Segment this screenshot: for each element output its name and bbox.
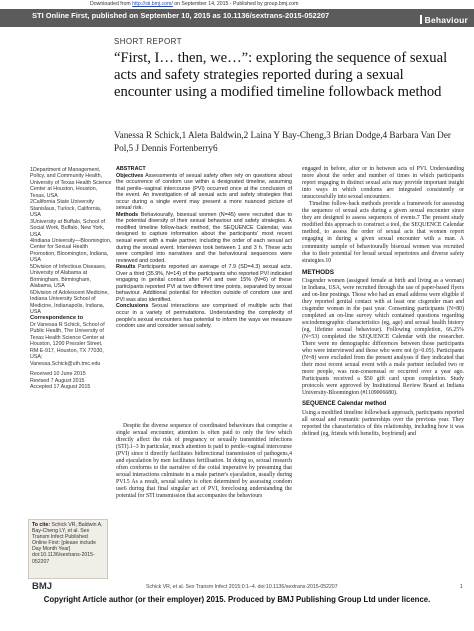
online-first-notice: STI Online First, published on September 10, 2015 as 10.1136/sextrans-2015-052207 [32, 11, 330, 20]
section-text: Behaviour [424, 15, 468, 25]
bmj-logo: BMJ [32, 581, 53, 592]
download-prefix: Downloaded from [90, 1, 133, 7]
affiliation: 4Indiana University—Bloomington, Center for Sexual Health Promotion, Bloomington, Indiana, USA [30, 237, 112, 264]
download-notice [90, 1, 299, 7]
page-number: 1 [460, 584, 464, 590]
date-received: Received 10 June 2015 [30, 371, 86, 378]
affiliation: 2California State University Stanislaus, Turlock, California, USA [30, 199, 102, 219]
date-revised: Revised 7 August 2015 [30, 377, 85, 384]
affiliation: 6Division of Adolescent Medicine, Indiana University School of Medicine, Indianapolis, Indiana, USA [30, 289, 109, 315]
author-list: Vanessa R Schick,1 Aleta Baldwin,2 Laina Y Bay-Cheng,3 Brian Dodge,4 Barbara Van Der Pol,5 J Dennis Fortenberry6 [114, 130, 451, 153]
download-link[interactable]: http://sti.bmj.com/ [132, 1, 173, 7]
objectives-label: Objectives [116, 172, 144, 179]
objectives-text: Assessments of sexual safety often rely on questions about the occurrence of condom use within a designated timeline, assuming that penile–vaginal intercourse (PVI) occurred once at the conclusion of the event. An investigation of all sexual acts and safety strategies that occur during a single event may present a more nuanced picture of sexual risk. [116, 172, 292, 212]
affiliation: 1Department of Management, Policy, and Community Health, University of Texas Health Science Center at Houston, Houston, Texas, USA [30, 167, 112, 199]
conclusions-text: Sexual interactions are comprised of multiple acts that occur in a variety of permutations. Understanding the complexity of people's sexual encounters has potential to inform the ways we measure condom use and consider sexual safety. [116, 303, 292, 330]
section-label [420, 15, 468, 25]
results-text: Participants reported an average of 7.9 (SD=4.3) sexual acts. Over a third (35.9%, N=14) of the participants who reported PVI indicated engaging in genital contact after PVI and over 15% (N=6) of these participants reported PVI at two different time points, separated by sexual behaviour. Additional potential for infection outside of condom use and PVI was also identified. [116, 264, 292, 303]
date-accepted: Accepted 17 August 2015 [30, 383, 91, 390]
citation-box [28, 519, 108, 579]
body-paragraph: Cisgender women (assigned female at birth and living as a woman) in Indiana, USA, were recruited through the use of paper-based flyers and on-line postings. Those who had an email address were eligible if they reported genital contact with at least one cisgender man and cisgender woman in the past year. Consenting participants (N=80) completed an on-line survey which contained questions regarding sociodemographic characteristics (eg, age) and sexual health history (eg, lifetime sexual behaviour). Following completion, 66.25% (N=53) completed the SEQUENCE Calendar with the researcher. There were no demographic differences between those participants who were interviewed and those who were not (p>0.05). Participants (N=8) were excluded from the present analyses if they indicated that their most recent sexual event with a male partner included two or more people, was non-consensual or occurred over a year ago. Participants received a $50 gift card upon completion. Study protocols were approved by Institutional Review Board at Indiana University-Bloomington (#1109006680). [302, 277, 464, 397]
affiliation: 5Division of Infectious Diseases, University of Alabama at Birmingham, Birmingham, Alabama, USA [30, 263, 107, 290]
section-bar [420, 15, 422, 24]
correspondence-text: Dr Vanessa R Schick, School of Public Health, The University of Texas Health Science Center at Houston, 1200 Pressler Street, RM E-917, Houston, TX 77030, USA; Vanessa.Schick@uth.tmc.edu [30, 321, 105, 367]
intro-paragraph: Despite the diverse sequence of coordinated behaviours that comprise a single sexual encounter, attention is often paid to only the few which directly affect the risk of pregnancy or sexually transmitted infections (STI).1–3 In particular, much attention is paid to penile–vaginal intercourse (PVI) since it directly facilitates bidirectional transmission of pathogens,4 and ejaculation by men facilitates fertilisation. In doing so, sexual research often conforms to the narrative of the coital imperative by presuming that sexual interactions culminate in a male partner's ejaculation, usually during PVI.5 As a result, sexual safety is often determined by assessing condom use6 during that final singular act of PVI, foreclosing understanding the potential for STI transmission that accompanies the behaviours [116, 423, 292, 500]
right-column [302, 166, 464, 438]
cite-label: To cite: [32, 522, 51, 528]
methods-heading: METHODS [302, 268, 334, 276]
footer-citation: Schick VR, et al. Sex Transm Infect 2015;0:1–4. doi:10.1136/sextrans-2015-052207 [146, 584, 338, 590]
methods-text: Behaviourally, bisexual women (N=45) were recruited due to the potential diversity of their sexual behaviour and safety strategies. A modified timeline follow-back method, the SEQUENCE Calendar, was designed to capture information about the participants' most recent sexual event with a male partner, including the order of each sexual act during the sexual event. Interviews took between 1 and 3 h. These acts were compiled into narratives and the behavioural sequences were reviewed and coded. [116, 211, 292, 264]
download-suffix: on September 14, 2015 - Published by group.bmj.com [172, 1, 299, 7]
copyright-notice: Copyright Article author (or their employer) 2015. Produced by BMJ Publishing Group Ltd under licence. [43, 595, 431, 604]
results-label: Results [116, 264, 136, 271]
article-title: “First, I… then, we…”: exploring the sequence of sexual acts and safety strategies reported during a sexual encounter using a modified timeline followback method [114, 50, 448, 100]
body-paragraph: Timeline follow-back methods provide a framework for assessing the sequence of sexual acts during a given sexual encounter since they are designed to assess sequences of events.7 The present study modified this approach to construct a tool, the SEQUENCE Calendar method, to assess the order of sexual acts that women report engaging in during a given sexual encounter with a man. A community sample of behaviourally bisexual women was recruited due to their potential for broad sexual repertoires and diverse safety strategies.10 [302, 201, 464, 264]
subsection-heading: SEQUENCE Calendar method [302, 400, 387, 407]
abstract [116, 166, 292, 330]
affiliation: 3University at Buffalo, School of Social Work, Buffalo, New York, USA [30, 218, 105, 238]
body-paragraph: engaged in before, after or in between acts of PVI. Understanding more about the order and number of times in which participants report engaging in distinct sexual acts may provide important insight into ways in which condoms are integrated consistently or unsuccessfully into sexual encounters. [302, 166, 464, 201]
sidebar-affiliations [30, 167, 112, 390]
abstract-heading: ABSTRACT [116, 166, 146, 172]
cite-text: Schick VR, Baldwin A, Bay-Cheng LY, et al. Sex Transm Infect Published Online First: [please include Day Month Year] doi:10.1136/sextrans-2015-052207 [32, 522, 103, 565]
article-type: SHORT REPORT [114, 37, 182, 46]
methods-label: Methods [116, 211, 139, 218]
intro-column [116, 423, 292, 501]
body-paragraph: Using a modified timeline followback approach, participants reported all sexual and romantic partnerships over the previous year. They reported the characteristics of this relationship, including how it was defined (eg, friends with benefits, boyfriend) and [302, 409, 464, 437]
correspondence-heading: Correspondence to [30, 315, 84, 322]
conclusions-label: Conclusions [116, 303, 149, 310]
